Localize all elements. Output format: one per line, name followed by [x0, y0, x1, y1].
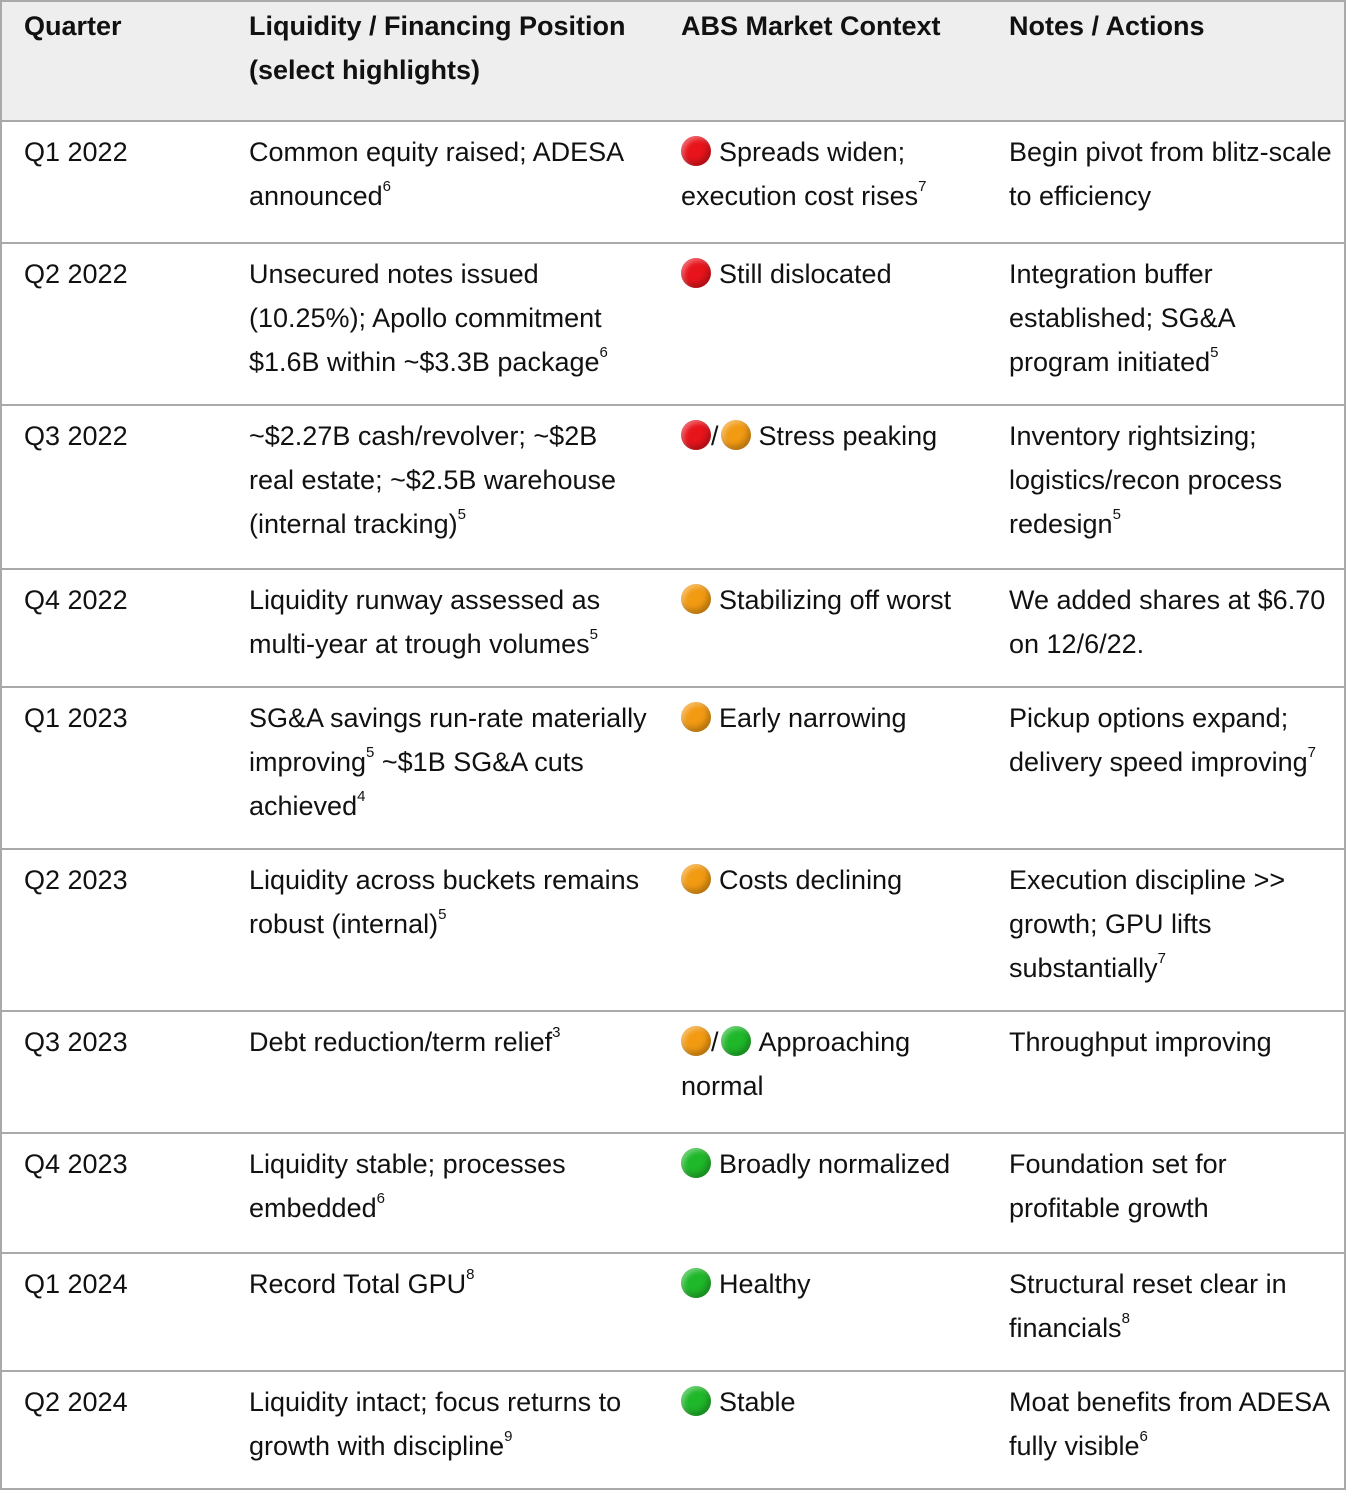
notes-footnote-ref: 6	[1139, 1428, 1148, 1445]
liquidity-text: Debt reduction/term relief	[249, 1027, 553, 1057]
notes-cell	[987, 243, 1345, 405]
header-notes: Notes / Actions	[987, 1, 1345, 121]
abs-market-text: Stable	[719, 1387, 796, 1417]
notes-cell	[987, 687, 1345, 849]
table-row	[1, 1011, 1345, 1133]
abs-market-text: Stress peaking	[758, 421, 938, 451]
abs-market-text: Approaching normal	[681, 1027, 911, 1101]
notes-text: Pickup options expand; delivery speed improving	[1009, 703, 1308, 777]
liquidity-cell	[227, 243, 659, 405]
liquidity-footnote-ref: 6	[376, 1190, 385, 1207]
header-quarter: Quarter	[1, 1, 227, 121]
liquidity-text: Liquidity across buckets remains robust (internal)	[249, 865, 640, 939]
abs-market-cell	[659, 569, 987, 687]
liquidity-text: Common equity raised; ADESA announced	[249, 137, 623, 211]
status-red-dot-icon	[681, 420, 711, 450]
status-green-dot-icon	[721, 1026, 751, 1056]
abs-market-text: Spreads widen; execution cost rises	[681, 137, 919, 211]
quarter-cell: Q1 2022	[1, 121, 227, 243]
notes-text: Moat benefits from ADESA fully visible	[1009, 1387, 1329, 1461]
quarter-cell: Q4 2022	[1, 569, 227, 687]
notes-cell	[987, 405, 1345, 569]
liquidity-footnote-ref: 5	[438, 906, 447, 923]
notes-footnote-ref: 7	[1307, 744, 1316, 761]
liquidity-cell	[227, 849, 659, 1011]
status-orange-dot-icon	[681, 702, 711, 732]
quarter-cell: Q3 2022	[1, 405, 227, 569]
liquidity-cell	[227, 1253, 659, 1371]
header-liquidity-line2: (select highlights)	[249, 55, 481, 85]
liquidity-text: Unsecured notes issued (10.25%); Apollo commitment $1.6B within ~$3.3B package	[249, 259, 602, 377]
abs-market-cell	[659, 687, 987, 849]
abs-market-text: Stabilizing off worst	[719, 585, 952, 615]
status-separator: /	[711, 421, 719, 451]
abs-market-cell	[659, 849, 987, 1011]
notes-text: Integration buffer established; SG&A program initiated	[1009, 259, 1235, 377]
liquidity-text: SG&A savings run-rate materially improving	[249, 703, 647, 777]
status-orange-dot-icon	[681, 1026, 711, 1056]
liquidity-text: ~$2.27B cash/revolver; ~$2B real estate; ~$2.5B warehouse (internal tracking)	[249, 421, 616, 539]
abs-market-text: Early narrowing	[719, 703, 907, 733]
notes-text: Throughput improving	[1009, 1027, 1272, 1057]
notes-cell	[987, 1371, 1345, 1489]
liquidity-text: Liquidity stable; processes embedded	[249, 1149, 566, 1223]
notes-text: Inventory rightsizing; logistics/recon process redesign	[1009, 421, 1283, 539]
liquidity-cell	[227, 1011, 659, 1133]
header-row	[1, 1, 1345, 121]
notes-cell	[987, 1133, 1345, 1253]
abs-market-cell	[659, 243, 987, 405]
liquidity-cell	[227, 405, 659, 569]
quarter-cell: Q4 2023	[1, 1133, 227, 1253]
notes-cell	[987, 1253, 1345, 1371]
quarter-cell: Q2 2023	[1, 849, 227, 1011]
table-row	[1, 405, 1345, 569]
liquidity-footnote-ref: 9	[504, 1428, 513, 1445]
liquidity-footnote-ref: 5	[366, 744, 375, 761]
notes-cell	[987, 121, 1345, 243]
abs-market-text: Still dislocated	[719, 259, 892, 289]
liquidity-text: Liquidity intact; focus returns to growth with discipline	[249, 1387, 622, 1461]
status-red-dot-icon	[681, 258, 711, 288]
notes-cell	[987, 849, 1345, 1011]
header-liquidity-line1: Liquidity / Financing Position	[249, 11, 626, 41]
table-row	[1, 243, 1345, 405]
table-body	[1, 121, 1345, 1489]
table-row	[1, 849, 1345, 1011]
abs-market-cell	[659, 1133, 987, 1253]
liquidity-extra-text: ~$1B SG&A cuts achieved	[249, 747, 584, 821]
notes-cell	[987, 569, 1345, 687]
quarter-cell: Q2 2024	[1, 1371, 227, 1489]
liquidity-cell	[227, 1133, 659, 1253]
abs-market-cell	[659, 121, 987, 243]
notes-text: Structural reset clear in financials	[1009, 1269, 1287, 1343]
notes-text: Execution discipline >> growth; GPU lifts substantially	[1009, 865, 1286, 983]
notes-footnote-ref: 5	[1112, 506, 1121, 523]
liquidity-footnote-ref: 3	[552, 1024, 561, 1041]
table-row	[1, 1253, 1345, 1371]
quarter-cell: Q1 2024	[1, 1253, 227, 1371]
liquidity-footnote-ref: 8	[466, 1266, 475, 1283]
header-liquidity	[227, 1, 659, 121]
notes-footnote-ref: 5	[1210, 344, 1219, 361]
abs-market-text: Costs declining	[719, 865, 903, 895]
abs-market-cell	[659, 1253, 987, 1371]
liquidity-text: Record Total GPU	[249, 1269, 467, 1299]
table-row	[1, 687, 1345, 849]
status-green-dot-icon	[681, 1268, 711, 1298]
table-row	[1, 569, 1345, 687]
quarter-cell: Q2 2022	[1, 243, 227, 405]
notes-cell	[987, 1011, 1345, 1133]
abs-market-cell	[659, 1011, 987, 1133]
quarter-cell: Q3 2023	[1, 1011, 227, 1133]
status-green-dot-icon	[681, 1386, 711, 1416]
liquidity-cell	[227, 1371, 659, 1489]
status-separator: /	[711, 1027, 719, 1057]
header-abs-market: ABS Market Context	[659, 1, 987, 121]
liquidity-cell	[227, 569, 659, 687]
quarter-cell: Q1 2023	[1, 687, 227, 849]
notes-text: Foundation set for profitable growth	[1009, 1149, 1227, 1223]
liquidity-cell	[227, 687, 659, 849]
table-row	[1, 121, 1345, 243]
table-row	[1, 1371, 1345, 1489]
liquidity-footnote-ref: 6	[599, 344, 608, 361]
status-orange-dot-icon	[681, 864, 711, 894]
abs-market-text: Healthy	[719, 1269, 811, 1299]
notes-footnote-ref: 7	[1157, 950, 1166, 967]
notes-text: We added shares at $6.70 on 12/6/22.	[1009, 585, 1326, 659]
liquidity-extra-footnote-ref: 4	[357, 788, 366, 805]
status-orange-dot-icon	[721, 420, 751, 450]
liquidity-footnote-ref: 5	[457, 506, 466, 523]
liquidity-text: Liquidity runway assessed as multi-year at trough volumes	[249, 585, 601, 659]
liquidity-footnote-ref: 5	[589, 626, 598, 643]
liquidity-footnote-ref: 6	[382, 178, 391, 195]
status-orange-dot-icon	[681, 584, 711, 614]
abs-footnote-ref: 7	[918, 178, 927, 195]
abs-market-text: Broadly normalized	[719, 1149, 951, 1179]
status-red-dot-icon	[681, 136, 711, 166]
abs-market-cell	[659, 405, 987, 569]
abs-market-cell	[659, 1371, 987, 1489]
table-row	[1, 1133, 1345, 1253]
status-green-dot-icon	[681, 1148, 711, 1178]
liquidity-cell	[227, 121, 659, 243]
notes-text: Begin pivot from blitz-scale to efficiency	[1009, 137, 1332, 211]
notes-footnote-ref: 8	[1121, 1310, 1130, 1327]
